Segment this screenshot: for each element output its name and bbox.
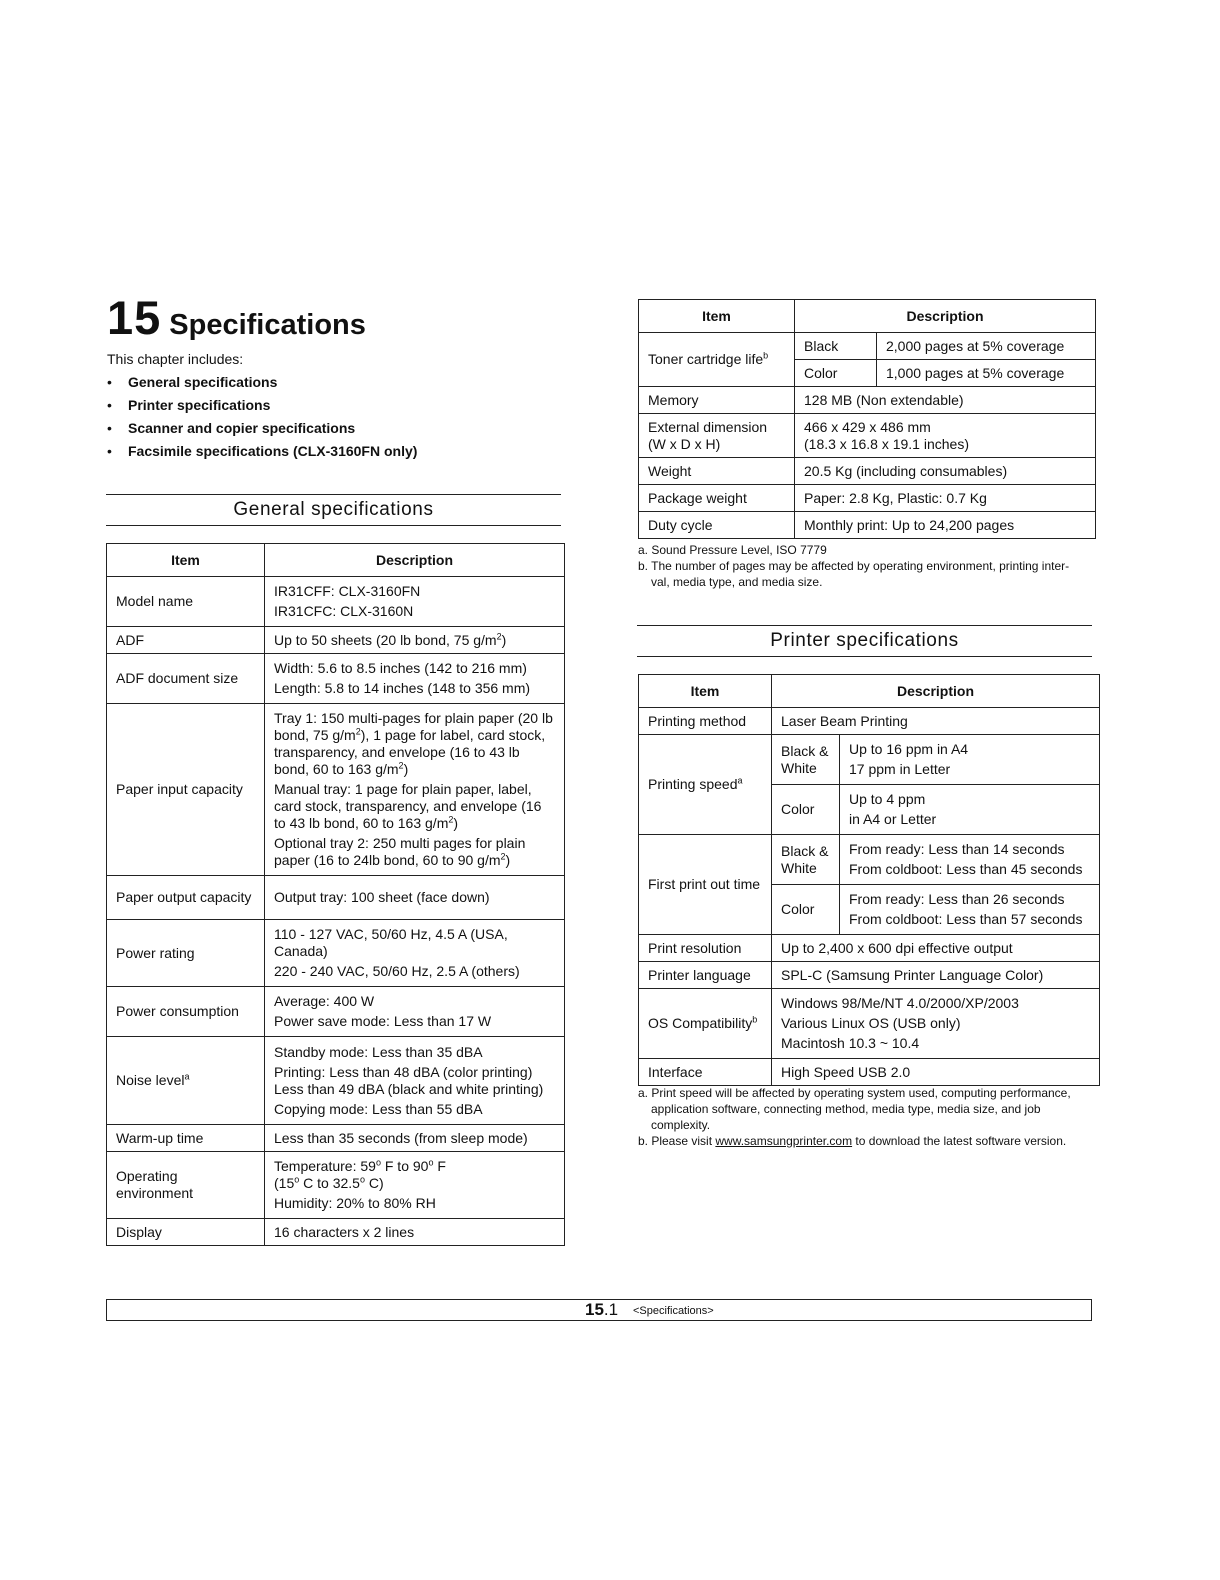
- value-line: Up to 4 ppm: [849, 791, 926, 807]
- table-row: [639, 458, 1096, 485]
- general-specs-heading: [106, 494, 561, 526]
- value-line: Standby mode: Less than 35 dBA: [274, 1043, 483, 1060]
- row-value: 20.5 Kg (including consumables): [795, 458, 1096, 485]
- footnote-marker: b: [752, 1014, 758, 1025]
- row-value: [265, 1152, 565, 1219]
- table-row: [639, 414, 1096, 458]
- row-value: 16 characters x 2 lines: [265, 1219, 565, 1246]
- superscript: 2: [355, 726, 361, 737]
- value-text: ): [505, 852, 511, 868]
- chapter-heading: [107, 290, 366, 345]
- sub-label: Black: [795, 333, 877, 360]
- row-value: Laser Beam Printing: [772, 708, 1100, 735]
- contents-item[interactable]: • Printer specifications: [107, 396, 417, 419]
- col-description-header: Description: [265, 544, 565, 577]
- printer-specs-table: [638, 674, 1100, 1086]
- row-value: [840, 785, 1100, 835]
- chapter-title: Specifications: [169, 309, 366, 341]
- col-description-header: Description: [795, 300, 1096, 333]
- value-text: ): [453, 815, 459, 831]
- row-label: Paper input capacity: [107, 704, 265, 876]
- row-value: [840, 885, 1100, 935]
- value-line: From coldboot: Less than 57 seconds: [849, 911, 1083, 927]
- row-value: [265, 1037, 565, 1125]
- col-item-header: Item: [639, 675, 772, 708]
- table-row: [107, 627, 565, 654]
- label-text: White: [781, 759, 817, 776]
- label-text: Noise level: [116, 1072, 185, 1088]
- label-text: Printing speed: [648, 776, 738, 792]
- row-label: Warm-up time: [107, 1125, 265, 1152]
- value-line: IR31CFC: CLX-3160N: [274, 603, 414, 619]
- value-line: From ready: Less than 26 seconds: [849, 891, 1065, 907]
- row-label: Operating environment: [107, 1152, 265, 1219]
- table-row: [107, 920, 565, 987]
- value-text: Up to 50 sheets (20 lb bond, 75 g/m: [274, 631, 497, 648]
- sub-label: [772, 735, 840, 785]
- table-row: [639, 387, 1096, 414]
- table-row: [107, 1125, 565, 1152]
- table-row: [107, 704, 565, 876]
- row-value: Up to 2,400 x 600 dpi effective output: [772, 935, 1100, 962]
- row-value: SPL-C (Samsung Printer Language Color): [772, 962, 1100, 989]
- table-row: [107, 1037, 565, 1125]
- row-label: ADF: [107, 627, 265, 654]
- label-text: Black &: [781, 742, 829, 759]
- table-header-row: [639, 300, 1096, 333]
- value-line: in A4 or Letter: [849, 811, 937, 827]
- footnote: complexity.: [651, 1118, 711, 1132]
- row-label: Printing method: [639, 708, 772, 735]
- value-text: Optional tray 2: 250 multi pages for plain paper (16 to 24lb bond, 60 to 90 g/m: [274, 835, 526, 868]
- superscript: o: [359, 1174, 365, 1185]
- table-row: [639, 835, 1100, 885]
- superscript: 2: [496, 630, 502, 641]
- value-line: Copying mode: Less than 55 dBA: [274, 1100, 483, 1117]
- footnote: val, media type, and media size.: [651, 575, 823, 589]
- label-text: Toner cartridge life: [648, 351, 764, 367]
- printer-specs-heading-text: Printer specifications: [770, 630, 959, 651]
- col-item-header: Item: [639, 300, 795, 333]
- superscript: 2: [448, 814, 454, 825]
- table-row: [107, 987, 565, 1037]
- table-header-row: [107, 544, 565, 577]
- value-line: 17 ppm in Letter: [849, 761, 951, 777]
- table-row: [639, 512, 1096, 539]
- value-text: ): [403, 761, 409, 777]
- general-specs-table: [106, 543, 565, 1246]
- footnote-text: b. Please visit: [638, 1134, 716, 1148]
- footnote: b. The number of pages may be affected by operating environment, printing inter-: [638, 559, 1070, 573]
- value-line: Humidity: 20% to 80% RH: [274, 1195, 436, 1211]
- row-value: Less than 35 seconds (from sleep mode): [265, 1125, 565, 1152]
- value-line: Width: 5.6 to 8.5 inches (142 to 216 mm): [274, 660, 527, 676]
- table-row: [107, 1219, 565, 1246]
- footnote-marker: b: [763, 350, 769, 361]
- value-text: F: [433, 1158, 446, 1174]
- samsung-printer-link[interactable]: www.samsungprinter.com: [715, 1134, 853, 1148]
- row-label: Paper output capacity: [107, 876, 265, 920]
- page-sub-number: .1: [603, 1300, 619, 1319]
- contents-item[interactable]: • General specifications: [107, 373, 417, 396]
- page-number: [585, 1300, 618, 1320]
- row-value: [265, 920, 565, 987]
- footnote: application software, connecting method, media type, media size, and job: [651, 1102, 1041, 1116]
- value-line: 220 - 240 VAC, 50/60 Hz, 2.5 A (others): [274, 963, 520, 979]
- value-line: Up to 16 ppm in A4: [849, 741, 969, 757]
- value-line: IR31CFF: CLX-3160FN: [274, 583, 421, 599]
- sub-label: Color: [795, 360, 877, 387]
- table-row: [639, 333, 1096, 360]
- row-value: 1,000 pages at 5% coverage: [877, 360, 1096, 387]
- printer-specs-heading: [637, 625, 1092, 657]
- footnote: a. Sound Pressure Level, ISO 7779: [638, 543, 827, 557]
- table-row: [107, 654, 565, 704]
- row-label: Duty cycle: [639, 512, 795, 539]
- table-row: [639, 962, 1100, 989]
- value-line: From coldboot: Less than 45 seconds: [849, 861, 1083, 877]
- page-footer: [106, 1299, 1092, 1321]
- row-value: [265, 654, 565, 704]
- label-text: Black &: [781, 842, 829, 859]
- row-value: High Speed USB 2.0: [772, 1059, 1100, 1086]
- superscript: 2: [398, 760, 404, 771]
- value-text: (15: [274, 1175, 295, 1191]
- label-text: White: [781, 859, 817, 876]
- table-row: [639, 735, 1100, 785]
- value-line: Macintosh 10.3 ~ 10.4: [781, 1035, 920, 1051]
- row-label: Interface: [639, 1059, 772, 1086]
- col-description-header: Description: [772, 675, 1100, 708]
- value-text: Tray 1: 150 multi-pages for plain paper (20 lb bond, 75 g/m: [274, 710, 553, 743]
- value-paragraph: [274, 835, 555, 869]
- row-label: First print out time: [639, 835, 772, 935]
- value-paragraph: [274, 710, 555, 778]
- row-value: Output tray: 100 sheet (face down): [265, 876, 565, 920]
- value-line: Printing: Less than 48 dBA (color printing) Less than 49 dBA (black and white printing): [274, 1063, 544, 1097]
- row-label: Print resolution: [639, 935, 772, 962]
- value-text: Temperature: 59: [274, 1158, 376, 1174]
- value-line: 110 - 127 VAC, 50/60 Hz, 4.5 A (USA, Canada): [274, 926, 508, 959]
- row-label: Printer language: [639, 962, 772, 989]
- label-text: OS Compatibility: [648, 1015, 753, 1031]
- general-specs-continued-table: [638, 299, 1096, 539]
- row-label: ADF document size: [107, 654, 265, 704]
- row-value: [265, 704, 565, 876]
- table-row: [107, 577, 565, 627]
- table-row: [639, 935, 1100, 962]
- value-text: C to 32.5: [299, 1175, 360, 1191]
- row-label: Package weight: [639, 485, 795, 512]
- col-item-header: Item: [107, 544, 265, 577]
- contents-item[interactable]: • Facsimile specifications (CLX-3160FN only): [107, 442, 417, 465]
- row-label: [639, 989, 772, 1059]
- value-text: Manual tray: 1 page for plain paper, label, card stock, transparency, and envelope (16 to 43 lb bond, 60 to 163 g/m: [274, 781, 542, 831]
- label-text: (W x D x H): [648, 435, 721, 452]
- intro-text: This chapter includes:: [107, 351, 244, 367]
- row-label: [107, 1037, 265, 1125]
- row-value: [772, 989, 1100, 1059]
- row-value: [265, 627, 565, 654]
- general-specs-heading-text: General specifications: [233, 499, 434, 520]
- footnote-text: to download the latest software version.: [852, 1134, 1067, 1148]
- value-line: Windows 98/Me/NT 4.0/2000/XP/2003: [781, 995, 1019, 1011]
- superscript: 2: [500, 851, 506, 862]
- value-paragraph: [274, 781, 555, 832]
- row-value: [265, 987, 565, 1037]
- sub-label: Color: [772, 885, 840, 935]
- table-row: [639, 485, 1096, 512]
- row-label: Power consumption: [107, 987, 265, 1037]
- printer-footnotes: [638, 1085, 1108, 1149]
- value-line: Length: 5.8 to 14 inches (148 to 356 mm): [274, 680, 531, 696]
- sub-label: [772, 835, 840, 885]
- row-label: Display: [107, 1219, 265, 1246]
- table-row: [107, 876, 565, 920]
- value-text: C): [364, 1175, 384, 1191]
- row-value: [265, 577, 565, 627]
- contents-item[interactable]: • Scanner and copier specifications: [107, 419, 417, 442]
- page-chapter-number: 15: [585, 1300, 604, 1319]
- row-label: [639, 333, 795, 387]
- value-line: Power save mode: Less than 17 W: [274, 1013, 492, 1029]
- row-value: [795, 414, 1096, 458]
- value-text: ), 1 page for label, card stock, transparency, and envelope (16 to 43 lb bond, 60 to 163 g/m: [274, 727, 546, 777]
- value-text: ): [501, 631, 507, 648]
- row-label: [639, 414, 795, 458]
- row-value: Monthly print: Up to 24,200 pages: [795, 512, 1096, 539]
- row-label: Model name: [107, 577, 265, 627]
- row-value: [840, 735, 1100, 785]
- superscript: o: [428, 1157, 434, 1168]
- value-text: (18.3 x 16.8 x 19.1 inches): [804, 435, 969, 452]
- label-text: External dimension: [648, 418, 768, 435]
- chapter-contents-list: [107, 373, 417, 465]
- value-line: Average: 400 W: [274, 993, 375, 1009]
- table-row: [639, 1059, 1100, 1086]
- general-footnotes: [638, 542, 1098, 590]
- chapter-number: 15: [107, 291, 162, 344]
- row-value: 128 MB (Non extendable): [795, 387, 1096, 414]
- value-text: 466 x 429 x 486 mm: [804, 418, 931, 435]
- sub-label: Color: [772, 785, 840, 835]
- value-line: From ready: Less than 14 seconds: [849, 841, 1065, 857]
- value-line: [274, 1158, 555, 1192]
- footnote-marker: a: [737, 775, 743, 786]
- row-label: [639, 735, 772, 835]
- footnote: a. Print speed will be affected by operating system used, computing performance,: [638, 1086, 1071, 1100]
- footnote: [638, 1133, 1108, 1149]
- row-label: Memory: [639, 387, 795, 414]
- value-line: Various Linux OS (USB only): [781, 1015, 961, 1031]
- table-row: [639, 708, 1100, 735]
- row-value: 2,000 pages at 5% coverage: [877, 333, 1096, 360]
- footer-chapter-label: <Specifications>: [633, 1305, 714, 1317]
- superscript: o: [375, 1157, 381, 1168]
- table-row: [107, 1152, 565, 1219]
- row-value: Paper: 2.8 Kg, Plastic: 0.7 Kg: [795, 485, 1096, 512]
- footnote-marker: a: [184, 1071, 190, 1082]
- table-row: [639, 989, 1100, 1059]
- row-label: Power rating: [107, 920, 265, 987]
- row-label: Weight: [639, 458, 795, 485]
- superscript: o: [294, 1174, 300, 1185]
- row-value: [840, 835, 1100, 885]
- table-header-row: [639, 675, 1100, 708]
- value-text: F to 90: [380, 1158, 429, 1174]
